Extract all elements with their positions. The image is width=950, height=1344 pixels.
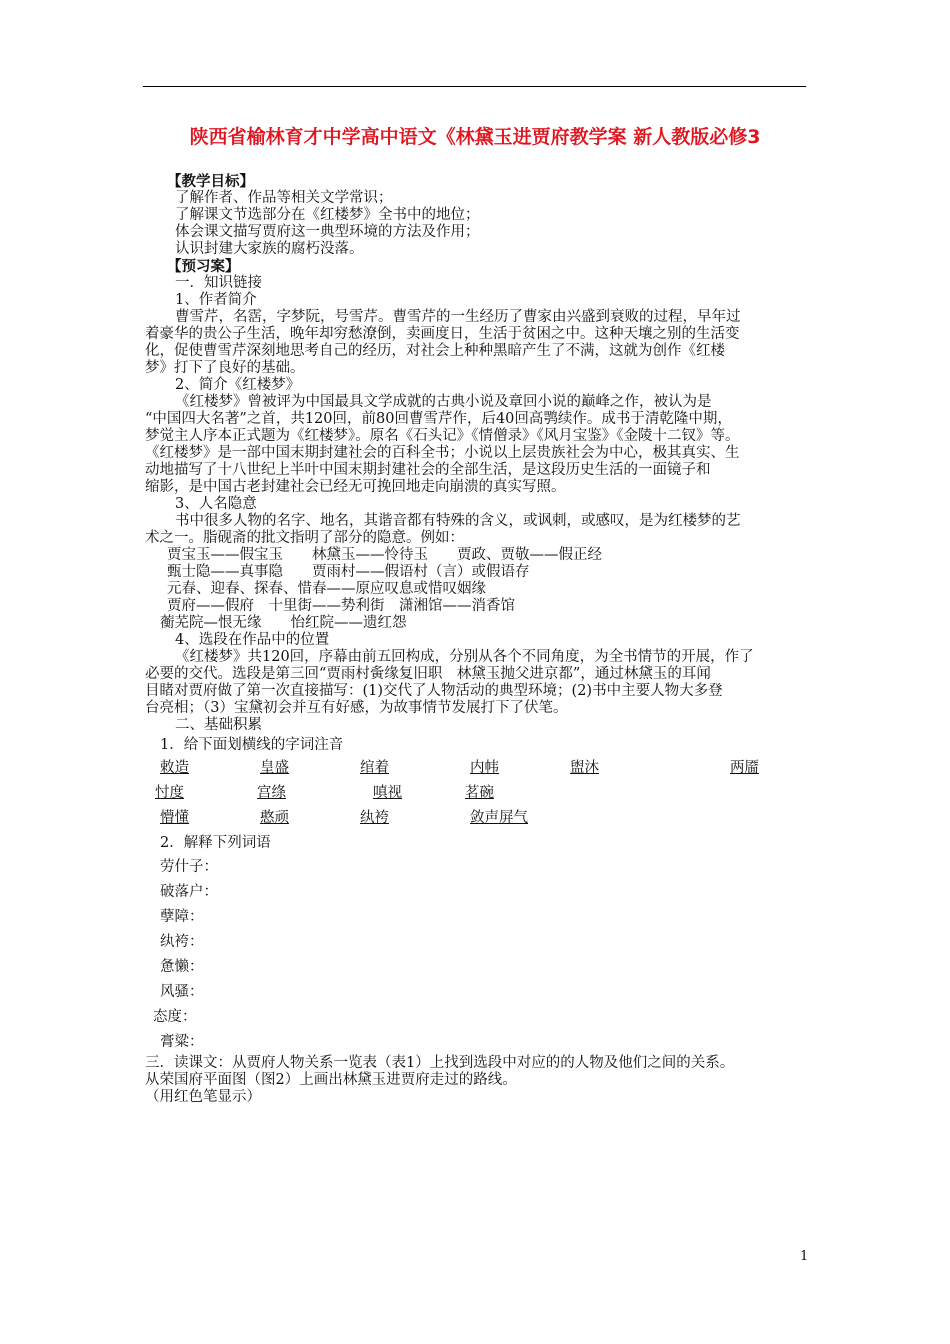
term-item: 惫懒： bbox=[160, 959, 204, 975]
underlined-word: 两靥 bbox=[730, 760, 759, 776]
paragraph-line: 术之一。脂砚斋的批文指明了部分的隐意。例如： bbox=[145, 530, 464, 546]
section-heading: 三．读课文：从贾府人物关系一览表（表1）上找到选段中对应的的人物及他们之间的关系。 bbox=[145, 1055, 735, 1071]
section-heading: 一．知识链接 bbox=[175, 275, 262, 291]
paragraph-line: 梦觉主人序本正式题为《红楼梦》。原名《石头记》《情僧录》《风月宝鉴》《金陵十二钗》等。 bbox=[145, 428, 740, 444]
name-meaning-line: 贾宝玉——假宝玉 林黛玉——怜待玉 贾政、贾敬——假正经 bbox=[167, 547, 602, 563]
paragraph-line: 台亮相；（3）宝黛初会并互有好感，为故事情节发展打下了伏笔。 bbox=[145, 700, 568, 716]
underlined-word: 憨顽 bbox=[260, 810, 289, 826]
name-meaning-line: 甄士隐——真事隐 贾雨村——假语村（言）或假语存 bbox=[167, 564, 530, 580]
paragraph-line: 缩影，是中国古老封建社会已经无可挽回地走向崩溃的真实写照。 bbox=[145, 479, 566, 495]
underlined-word: 纨袴 bbox=[360, 810, 389, 826]
subsection-heading: 4、选段在作品中的位置 bbox=[175, 632, 330, 648]
underlined-word: 绾着 bbox=[360, 760, 389, 776]
underlined-word: 皇盛 bbox=[260, 760, 289, 776]
name-meaning-line: 元春、迎春、探春、惜春——原应叹息或惜叹姻缘 bbox=[167, 581, 486, 597]
term-item: 劳什子： bbox=[160, 859, 218, 875]
paragraph-line: 动地描写了十八世纪上半叶中国末期封建社会的全部生活，是这段历史生活的一面镜子和 bbox=[145, 462, 711, 478]
underlined-word: 内帏 bbox=[470, 760, 499, 776]
underlined-word: 茗碗 bbox=[465, 785, 494, 801]
paragraph-line: 化，促使曹雪芹深刻地思考自己的经历，对社会上种种黑暗产生了不满，这就为创作《红楼 bbox=[145, 343, 725, 359]
name-meaning-line: 蘅芜院—恨无缘 怡红院——遗红怨 bbox=[160, 615, 407, 631]
paragraph-line: 从荣国府平面图（图2）上画出林黛玉进贾府走过的路线。 bbox=[145, 1072, 517, 1088]
underlined-word: 敕造 bbox=[160, 760, 189, 776]
paragraph-line: 着豪华的贵公子生活，晚年却穷愁潦倒，卖画度日，生活于贫困之中。这种天壤之别的生活变 bbox=[145, 326, 740, 342]
page-title: 陕西省榆林育才中学高中语文《林黛玉进贾府教学案 新人教版必修3 bbox=[189, 126, 761, 148]
name-meaning-line: 贾府——假府 十里街——势利街 潇湘馆——消香馆 bbox=[167, 598, 515, 614]
subsection-heading: 2、简介《红楼梦》 bbox=[175, 377, 301, 393]
subsection-heading: 3、人名隐意 bbox=[175, 496, 257, 512]
underlined-word: 懵懂 bbox=[160, 810, 189, 826]
term-item: 孽障： bbox=[160, 909, 204, 925]
paragraph-line: “中国四大名著”之首，共120回，前80回曹雪芹作，后40回高鹗续作。成书于清乾隆中期， bbox=[145, 411, 732, 427]
term-item: 风骚： bbox=[160, 984, 204, 1000]
document-body bbox=[145, 173, 810, 1106]
pinyin-row bbox=[145, 756, 810, 781]
page-number: 1 bbox=[800, 1249, 809, 1264]
underlined-word: 宫绦 bbox=[257, 785, 286, 801]
paragraph-line: 《红楼梦》曾被评为中国最具文学成就的古典小说及章回小说的巅峰之作，被认为是 bbox=[175, 394, 712, 410]
pinyin-row bbox=[145, 806, 810, 831]
paragraph-line: 《红楼梦》共120回，序幕由前五回构成，分别从各个不同角度，为全书情节的开展，作了 bbox=[175, 649, 754, 665]
underlined-word: 忖度 bbox=[155, 785, 184, 801]
subsection-heading: 1、作者简介 bbox=[175, 292, 257, 308]
term-item: 膏粱： bbox=[160, 1034, 204, 1050]
goal-item: 了解作者、作品等相关文学常识； bbox=[175, 190, 393, 206]
goals-heading: 【教学目标】 bbox=[167, 173, 254, 190]
paragraph-line: 《红楼梦》是一部中国末期封建社会的百科全书；小说以上层贵族社会为中心，极其真实、生 bbox=[145, 445, 740, 461]
question-heading: 2．解释下列词语 bbox=[160, 835, 271, 851]
term-item: 纨袴： bbox=[160, 934, 204, 950]
paragraph-line: 书中很多人物的名字、地名，其谐音都有特殊的含义，或讽刺，或感叹，是为红楼梦的艺 bbox=[175, 513, 741, 529]
paragraph-line: 曹雪芹，名霑，字梦阮，号雪芹。曹雪芹的一生经历了曹家由兴盛到衰败的过程，早年过 bbox=[175, 309, 741, 325]
term-item: 态度： bbox=[153, 1009, 197, 1025]
underlined-word: 敛声屏气 bbox=[470, 810, 528, 826]
header-rule bbox=[143, 86, 806, 87]
term-list bbox=[145, 855, 810, 1055]
paragraph-line: （用红色笔显示） bbox=[145, 1089, 261, 1105]
preview-heading: 【预习案】 bbox=[167, 258, 240, 275]
goal-item: 体会课文描写贾府这一典型环境的方法及作用； bbox=[175, 224, 480, 240]
goal-item: 了解课文节选部分在《红楼梦》全书中的地位； bbox=[175, 207, 480, 223]
paragraph-line: 必要的交代。选段是第三回“贾雨村夤缘复旧职 林黛玉抛父进京都”，通过林黛玉的耳闻 bbox=[145, 666, 711, 682]
section-heading: 二、基础积累 bbox=[175, 717, 262, 733]
term-item: 破落户： bbox=[160, 884, 218, 900]
goal-item: 认识封建大家族的腐朽没落。 bbox=[175, 241, 364, 257]
underlined-word: 嗔视 bbox=[373, 785, 402, 801]
paragraph-line: 目睹对贾府做了第一次直接描写：(1)交代了人物活动的典型环境；(2)书中主要人物大多登 bbox=[145, 683, 723, 699]
paragraph-line: 梦》打下了良好的基础。 bbox=[145, 360, 305, 376]
pinyin-row bbox=[145, 781, 810, 806]
question-heading: 1．给下面划横线的字词注音 bbox=[160, 737, 344, 753]
underlined-word: 盥沐 bbox=[570, 760, 599, 776]
